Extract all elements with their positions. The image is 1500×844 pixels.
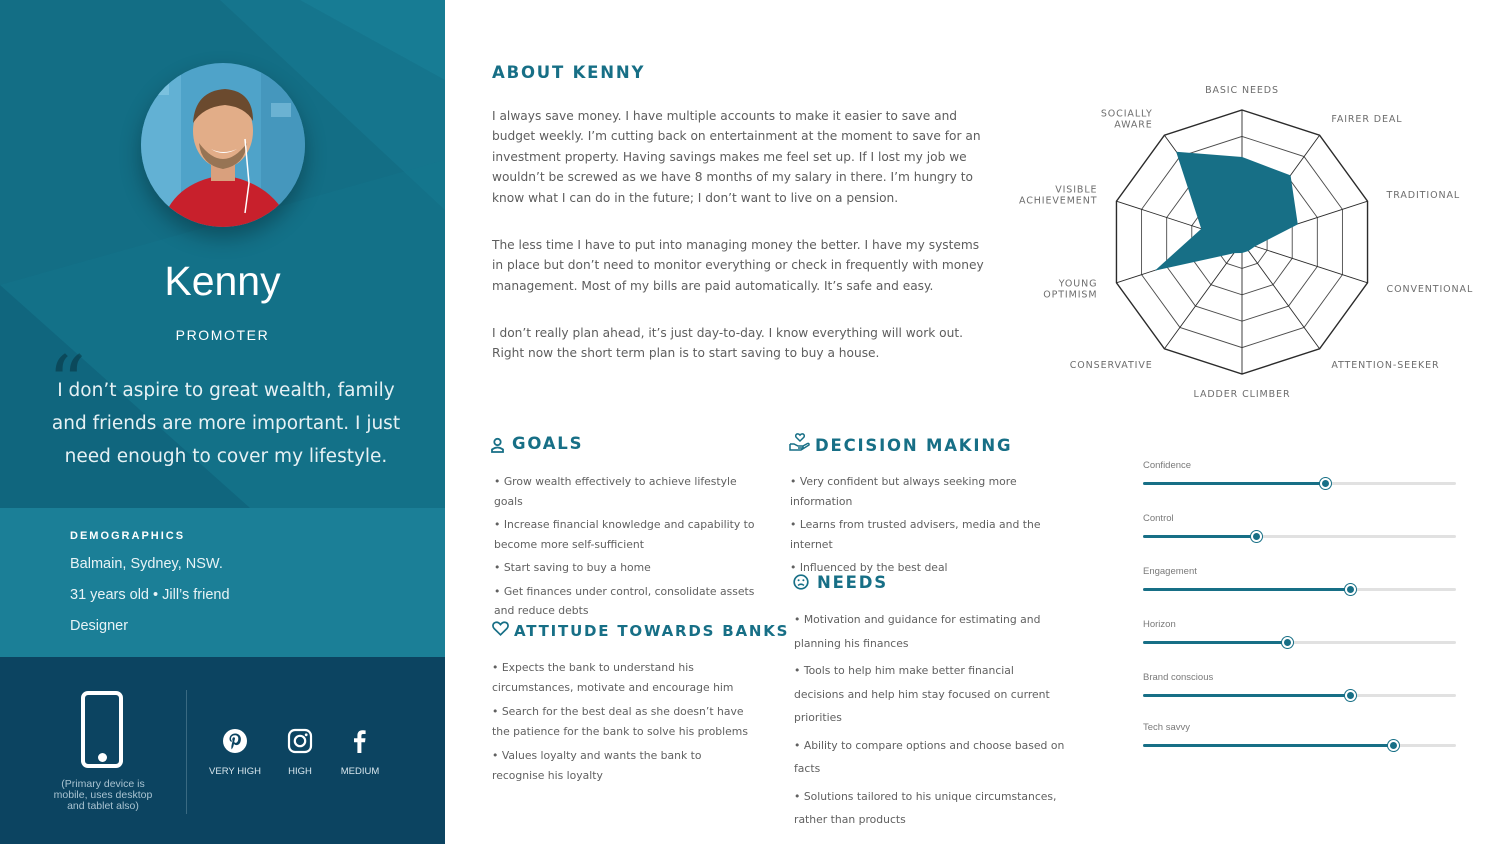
persona-sidebar [0,0,445,844]
slider-control[interactable] [1143,513,1456,545]
slider-handle[interactable] [1251,531,1262,542]
radar-axis-label: BASIC NEEDS [1205,85,1279,96]
slider-track[interactable] [1143,694,1456,697]
radar-axis-label: SOCIALLY AWARE [1100,108,1153,131]
instagram-icon [287,728,313,754]
demographics-location: Balmain, Sydney, NSW. [70,556,223,572]
radar-axis-label: YOUNG OPTIMISM [1043,278,1098,301]
decision-list [790,472,1075,582]
slider-fill [1143,641,1287,644]
decision-item: • Very confident but always seeking more information [790,472,1075,511]
radar-axis-label: CONSERVATIVE [1069,359,1153,371]
goal-item: • Get finances under control, consolidate assets and reduce debts [494,582,766,621]
goal-item: • Increase financial knowledge and capability to become more self-sufficient [494,515,766,554]
slider-track[interactable] [1143,482,1456,485]
goals-list [494,472,766,625]
attitude-item: • Expects the bank to understand his circumstances, motivate and encourage him [492,658,754,698]
need-item: • Motivation and guidance for estimating and planning his finances [794,608,1066,655]
person-icon [491,437,504,453]
decision-item: • Learns from trusted advisers, media and the internet [790,515,1075,554]
social-facebook-label: MEDIUM [340,766,380,777]
facebook-icon [347,728,373,754]
decision-item: • Influenced by the best deal [790,558,1075,578]
need-item: • Ability to compare options and choose based on facts [794,734,1066,781]
slider-label: Horizon [1143,619,1176,630]
devices-divider [186,690,187,814]
goal-item: • Grow wealth effectively to achieve lifestyle goals [494,472,766,511]
slider-tech-savvy[interactable] [1143,722,1456,754]
demographics-heading: DEMOGRAPHICS [70,530,186,542]
radar-axis-label: VISIBLE ACHIEVEMENT [1019,184,1098,207]
slider-label: Engagement [1143,566,1197,577]
social-pinterest-label: VERY HIGH [209,766,261,777]
decision-heading: DECISION MAKING [815,436,1013,455]
radar-axis-line [1242,242,1368,283]
radar-axis-label: ATTENTION-SEEKER [1331,359,1440,371]
slider-track[interactable] [1143,535,1456,538]
persona-header-panel [0,0,445,508]
slider-label: Confidence [1143,460,1192,471]
social-facebook [330,728,390,777]
about-paragraph-3: I don’t really plan ahead, it’s just day-to-day. I know everything will work out. Right now the short term plan is to start saving to buy a house. [492,326,963,361]
slider-fill [1143,744,1393,747]
social-instagram-label: HIGH [288,766,312,777]
slider-handle[interactable] [1388,740,1399,751]
slider-handle[interactable] [1282,637,1293,648]
radar-axis-label: LADDER CLIMBER [1193,389,1291,400]
smartphone-icon [81,691,123,768]
attitude-list [492,658,754,790]
social-pinterest [205,728,265,777]
goals-heading: GOALS [512,434,584,453]
attitude-heading: ATTITUDE TOWARDS BANKS [514,622,790,640]
hand-heart-icon [789,432,811,452]
radar-series-area [1157,152,1298,269]
radar-axis-label: TRADITIONAL [1386,190,1461,202]
slider-label: Brand conscious [1143,672,1214,683]
face-icon [793,574,809,590]
slider-label: Tech savvy [1143,722,1190,733]
slider-handle[interactable] [1320,478,1331,489]
device-note: (Primary device is mobile, uses desktop and tablet also) [53,778,153,812]
persona-name: Kenny [164,258,281,304]
attitude-item: • Values loyalty and wants the bank to recognise his loyalty [492,746,754,786]
slider-fill [1143,588,1350,591]
slider-fill [1143,535,1256,538]
slider-track[interactable] [1143,744,1456,747]
slider-fill [1143,694,1350,697]
slider-track[interactable] [1143,588,1456,591]
quote-mark-icon: “ [48,340,86,426]
slider-horizon[interactable] [1143,619,1456,651]
need-item: • Tools to help him make better financial decisions and help him stay focused on current priorities [794,659,1066,730]
about-paragraph-2: The less time I have to put into managing money the better. I have my systems in place but don’t need to monitor everything or check in frequently with money management. Most of my bills are paid automatically. It’s safe and easy. [492,238,984,293]
goal-item: • Start saving to buy a home [494,558,766,578]
persona-role: PROMOTER [175,327,270,343]
radar-axis-label: FAIRER DEAL [1331,114,1403,126]
slider-engagement[interactable] [1143,566,1456,598]
needs-list [794,608,1066,836]
radar-axis-label: CONVENTIONAL [1386,283,1474,295]
personality-radar-chart [1010,80,1480,410]
attitude-item: • Search for the best deal as she doesn’t have the patience for the bank to solve his problems [492,702,754,742]
demographics-occupation: Designer [70,618,129,634]
demographics-panel [0,508,445,657]
slider-brand-conscious[interactable] [1143,672,1456,704]
demographics-age: 31 years old • Jill’s friend [70,587,230,603]
needs-heading: NEEDS [817,573,888,592]
radar-axis-line [1242,242,1320,349]
social-instagram [270,728,330,777]
slider-track[interactable] [1143,641,1456,644]
avatar [141,63,305,227]
slider-handle[interactable] [1345,584,1356,595]
heart-icon [492,621,509,636]
pinterest-icon [222,728,248,754]
about-paragraph-1: I always save money. I have multiple accounts to make it easier to save and budget weekly. I’m cutting back on entertainment at the moment to save for an investment property. Having savings makes me feel set up. If I lost my job we wouldn’t be screwed as we have 8 months of my salary in there. I’m hungry to know what I can do in the future; I don’t want to live on a pension. [492,109,981,205]
slider-handle[interactable] [1345,690,1356,701]
about-heading: ABOUT KENNY [492,63,646,82]
slider-fill [1143,482,1325,485]
slider-label: Control [1143,513,1174,524]
slider-confidence[interactable] [1143,460,1456,492]
persona-quote: I don’t aspire to great wealth, family and friends are more important. I just need enough to cover my lifestyle. [51,380,401,467]
need-item: • Solutions tailored to his unique circumstances, rather than products [794,785,1066,832]
